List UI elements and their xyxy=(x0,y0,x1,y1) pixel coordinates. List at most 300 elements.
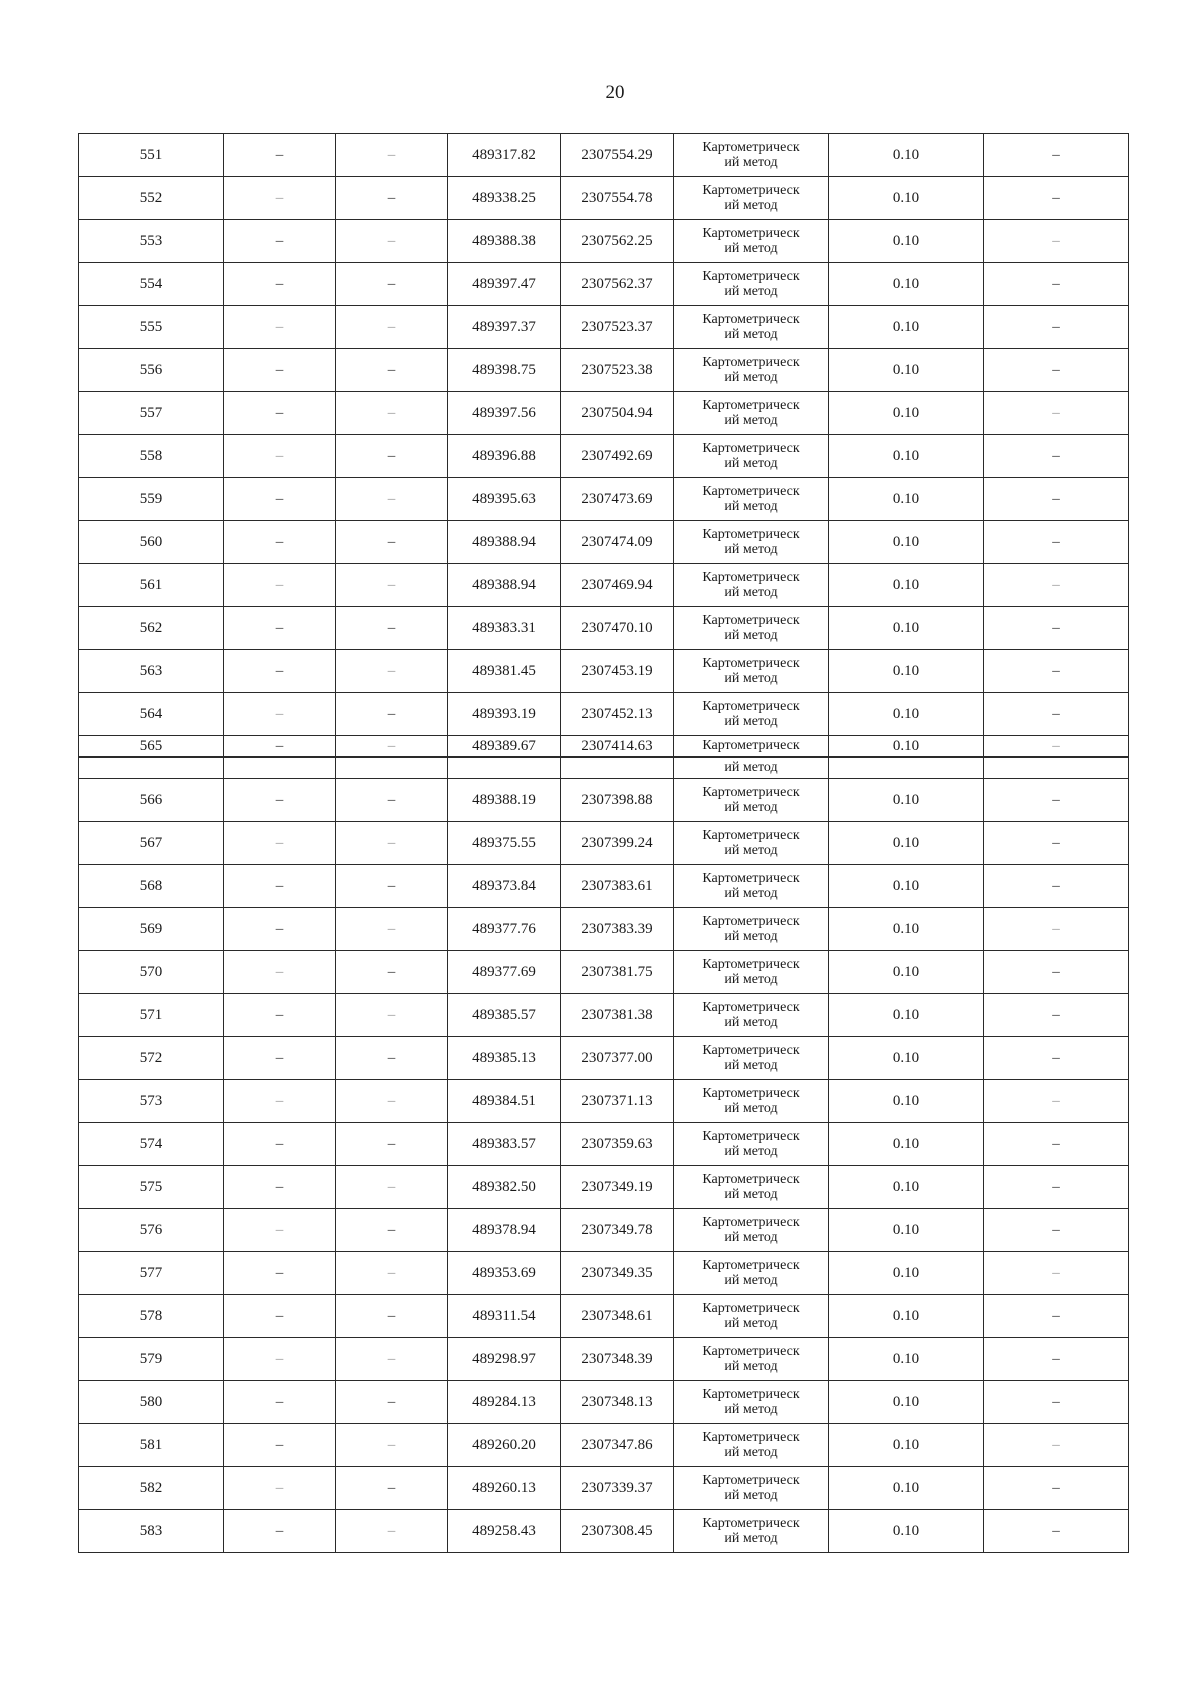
method-line-1: Картометрическ xyxy=(702,1043,800,1058)
method-line-2: ий метод xyxy=(724,327,778,342)
point-number-cell: 557 xyxy=(79,392,224,435)
method-line-2: ий метод xyxy=(724,370,778,385)
empty-cell-2: – xyxy=(336,564,448,607)
coordinate-y-cell: 2307473.69 xyxy=(561,478,674,521)
coordinate-y-cell: 2307504.94 xyxy=(561,392,674,435)
table-row xyxy=(79,1166,1129,1209)
method-line-2: ий метод xyxy=(724,800,778,815)
continuation-empty-cell xyxy=(829,757,984,779)
accuracy-cell: 0.10 xyxy=(829,1510,984,1553)
coordinate-y-cell: 2307523.37 xyxy=(561,306,674,349)
empty-cell-2: – xyxy=(336,263,448,306)
coordinate-y-cell: 2307452.13 xyxy=(561,693,674,736)
coordinate-y-cell: 2307523.38 xyxy=(561,349,674,392)
point-number-cell: 567 xyxy=(79,822,224,865)
table-row xyxy=(79,822,1129,865)
empty-cell-3: – xyxy=(984,220,1129,263)
coordinate-x-cell: 489284.13 xyxy=(448,1381,561,1424)
method-cell xyxy=(674,263,829,306)
empty-cell-3: – xyxy=(984,736,1129,758)
method-line-1: Картометрическ xyxy=(702,1258,800,1273)
empty-cell-3: – xyxy=(984,177,1129,220)
point-number-cell: 565 xyxy=(79,736,224,758)
method-line-1: Картометрическ xyxy=(702,441,800,456)
method-line-1: Картометрическ xyxy=(702,1172,800,1187)
point-number-cell: 575 xyxy=(79,1166,224,1209)
coordinate-x-cell: 489397.56 xyxy=(448,392,561,435)
point-number-cell: 583 xyxy=(79,1510,224,1553)
empty-cell-2: – xyxy=(336,1166,448,1209)
accuracy-cell: 0.10 xyxy=(829,1295,984,1338)
table-row xyxy=(79,1424,1129,1467)
coordinate-x-cell: 489397.37 xyxy=(448,306,561,349)
empty-cell-2: – xyxy=(336,1080,448,1123)
empty-cell-2: – xyxy=(336,736,448,758)
empty-cell-1: – xyxy=(224,693,336,736)
method-cell xyxy=(674,134,829,177)
table-row xyxy=(79,1510,1129,1553)
method-line-2: ий метод xyxy=(724,499,778,514)
coordinate-x-cell: 489383.57 xyxy=(448,1123,561,1166)
coordinate-y-cell: 2307469.94 xyxy=(561,564,674,607)
empty-cell-1: – xyxy=(224,650,336,693)
empty-cell-3: – xyxy=(984,392,1129,435)
accuracy-cell: 0.10 xyxy=(829,1166,984,1209)
accuracy-cell: 0.10 xyxy=(829,736,984,758)
coordinate-x-cell: 489377.69 xyxy=(448,951,561,994)
coordinate-x-cell: 489396.88 xyxy=(448,435,561,478)
coordinate-y-cell: 2307381.75 xyxy=(561,951,674,994)
coordinate-y-cell: 2307562.37 xyxy=(561,263,674,306)
empty-cell-3: – xyxy=(984,1381,1129,1424)
accuracy-cell: 0.10 xyxy=(829,1381,984,1424)
coordinate-y-cell: 2307349.78 xyxy=(561,1209,674,1252)
method-line-1: Картометрическ xyxy=(702,871,800,886)
empty-cell-3: – xyxy=(984,865,1129,908)
method-line-1: Картометрическ xyxy=(702,484,800,499)
table-row xyxy=(79,220,1129,263)
empty-cell-2: – xyxy=(336,1037,448,1080)
point-number-cell: 574 xyxy=(79,1123,224,1166)
method-cell xyxy=(674,994,829,1037)
coordinate-y-cell: 2307562.25 xyxy=(561,220,674,263)
point-number-cell: 563 xyxy=(79,650,224,693)
empty-cell-2: – xyxy=(336,306,448,349)
method-cell xyxy=(674,521,829,564)
method-line-2: ий метод xyxy=(724,456,778,471)
coordinate-y-cell: 2307308.45 xyxy=(561,1510,674,1553)
method-cell xyxy=(674,1037,829,1080)
point-number-cell: 576 xyxy=(79,1209,224,1252)
coordinate-y-cell: 2307554.78 xyxy=(561,177,674,220)
method-line-1: Картометрическ xyxy=(702,785,800,800)
method-cell xyxy=(674,564,829,607)
coordinate-y-cell: 2307383.39 xyxy=(561,908,674,951)
accuracy-cell: 0.10 xyxy=(829,607,984,650)
coordinate-y-cell: 2307348.13 xyxy=(561,1381,674,1424)
method-cell xyxy=(674,1510,829,1553)
point-number-cell: 577 xyxy=(79,1252,224,1295)
method-cell xyxy=(674,822,829,865)
point-number-cell: 551 xyxy=(79,134,224,177)
method-cell xyxy=(674,1424,829,1467)
table-row xyxy=(79,349,1129,392)
method-line-1: Картометрическ xyxy=(702,527,800,542)
method-cell xyxy=(674,693,829,736)
coordinate-y-cell: 2307371.13 xyxy=(561,1080,674,1123)
accuracy-cell: 0.10 xyxy=(829,306,984,349)
continuation-empty-cell xyxy=(336,757,448,779)
method-line-2: ий метод xyxy=(724,1101,778,1116)
coordinate-x-cell: 489317.82 xyxy=(448,134,561,177)
empty-cell-1: – xyxy=(224,134,336,177)
empty-cell-3: – xyxy=(984,1080,1129,1123)
coordinate-x-cell: 489311.54 xyxy=(448,1295,561,1338)
method-line-1: Картометрическ xyxy=(702,312,800,327)
table-row xyxy=(79,521,1129,564)
coordinate-x-cell: 489377.76 xyxy=(448,908,561,951)
method-line-1: Картометрическ xyxy=(702,828,800,843)
table-row xyxy=(79,779,1129,822)
accuracy-cell: 0.10 xyxy=(829,693,984,736)
empty-cell-1: – xyxy=(224,1381,336,1424)
coordinate-x-cell: 489395.63 xyxy=(448,478,561,521)
table-row xyxy=(79,650,1129,693)
point-number-cell: 572 xyxy=(79,1037,224,1080)
continuation-empty-cell xyxy=(561,757,674,779)
empty-cell-1: – xyxy=(224,1080,336,1123)
method-cell xyxy=(674,779,829,822)
accuracy-cell: 0.10 xyxy=(829,349,984,392)
method-cell xyxy=(674,865,829,908)
method-line-1: Картометрическ xyxy=(702,140,800,155)
method-line-1: Картометрическ xyxy=(702,1000,800,1015)
empty-cell-3: – xyxy=(984,521,1129,564)
table-row xyxy=(79,994,1129,1037)
table-row xyxy=(79,693,1129,736)
empty-cell-1: – xyxy=(224,994,336,1037)
method-line-2: ий метод xyxy=(724,1230,778,1245)
coordinate-y-cell: 2307492.69 xyxy=(561,435,674,478)
method-cell xyxy=(674,1295,829,1338)
empty-cell-3: – xyxy=(984,1166,1129,1209)
coordinate-y-cell: 2307399.24 xyxy=(561,822,674,865)
method-line-1: Картометрическ xyxy=(702,738,800,753)
empty-cell-2: – xyxy=(336,1424,448,1467)
coordinate-y-cell: 2307470.10 xyxy=(561,607,674,650)
table-row xyxy=(79,392,1129,435)
coordinate-x-cell: 489260.20 xyxy=(448,1424,561,1467)
coordinate-x-cell: 489389.67 xyxy=(448,736,561,758)
method-line-1: Картометрическ xyxy=(702,1129,800,1144)
table-row xyxy=(79,1080,1129,1123)
method-line-1: Картометрическ xyxy=(702,613,800,628)
empty-cell-2: – xyxy=(336,1381,448,1424)
method-line-2: ий метод xyxy=(674,757,829,779)
method-cell xyxy=(674,1123,829,1166)
point-number-cell: 582 xyxy=(79,1467,224,1510)
empty-cell-3: – xyxy=(984,1037,1129,1080)
method-line-2: ий метод xyxy=(724,714,778,729)
accuracy-cell: 0.10 xyxy=(829,908,984,951)
accuracy-cell: 0.10 xyxy=(829,1037,984,1080)
empty-cell-3: – xyxy=(984,1467,1129,1510)
empty-cell-1: – xyxy=(224,822,336,865)
continuation-empty-cell xyxy=(224,757,336,779)
empty-cell-1: – xyxy=(224,521,336,564)
empty-cell-3: – xyxy=(984,1424,1129,1467)
method-cell xyxy=(674,478,829,521)
coordinate-x-cell: 489388.94 xyxy=(448,564,561,607)
coordinate-x-cell: 489381.45 xyxy=(448,650,561,693)
accuracy-cell: 0.10 xyxy=(829,1209,984,1252)
table-row xyxy=(79,1338,1129,1381)
empty-cell-1: – xyxy=(224,1252,336,1295)
method-line-2: ий метод xyxy=(724,1316,778,1331)
point-number-cell: 568 xyxy=(79,865,224,908)
coordinate-y-cell: 2307474.09 xyxy=(561,521,674,564)
method-line-1: Картометрическ xyxy=(702,226,800,241)
method-line-2: ий метод xyxy=(724,1273,778,1288)
method-line-1: Картометрическ xyxy=(702,1086,800,1101)
table-row xyxy=(79,1467,1129,1510)
coordinate-x-cell: 489383.31 xyxy=(448,607,561,650)
accuracy-cell: 0.10 xyxy=(829,392,984,435)
table-row xyxy=(79,564,1129,607)
coordinate-x-cell: 489388.94 xyxy=(448,521,561,564)
empty-cell-3: – xyxy=(984,693,1129,736)
empty-cell-2: – xyxy=(336,1123,448,1166)
empty-cell-1: – xyxy=(224,736,336,758)
method-line-2: ий метод xyxy=(724,155,778,170)
coordinate-y-cell: 2307348.61 xyxy=(561,1295,674,1338)
method-line-1: Картометрическ xyxy=(702,398,800,413)
empty-cell-1: – xyxy=(224,1037,336,1080)
method-line-2: ий метод xyxy=(724,1445,778,1460)
empty-cell-2: – xyxy=(336,951,448,994)
table-body xyxy=(79,134,1129,1553)
table-row xyxy=(79,607,1129,650)
method-line-2: ий метод xyxy=(724,241,778,256)
accuracy-cell: 0.10 xyxy=(829,994,984,1037)
method-line-2: ий метод xyxy=(724,929,778,944)
method-line-2: ий метод xyxy=(724,1359,778,1374)
empty-cell-2: – xyxy=(336,607,448,650)
method-line-1: Картометрическ xyxy=(702,1387,800,1402)
coordinate-x-cell: 489373.84 xyxy=(448,865,561,908)
point-number-cell: 580 xyxy=(79,1381,224,1424)
method-line-2: ий метод xyxy=(724,1531,778,1546)
empty-cell-2: – xyxy=(336,1338,448,1381)
point-number-cell: 578 xyxy=(79,1295,224,1338)
table-row xyxy=(79,1037,1129,1080)
empty-cell-1: – xyxy=(224,349,336,392)
coordinate-x-cell: 489388.19 xyxy=(448,779,561,822)
method-line-2: ий метод xyxy=(724,628,778,643)
accuracy-cell: 0.10 xyxy=(829,1080,984,1123)
page-number: 20 xyxy=(605,82,625,103)
coordinate-y-cell: 2307349.19 xyxy=(561,1166,674,1209)
coordinate-x-cell: 489338.25 xyxy=(448,177,561,220)
empty-cell-3: – xyxy=(984,478,1129,521)
coordinate-y-cell: 2307381.38 xyxy=(561,994,674,1037)
point-number-cell: 560 xyxy=(79,521,224,564)
empty-cell-1: – xyxy=(224,607,336,650)
table-row xyxy=(79,951,1129,994)
accuracy-cell: 0.10 xyxy=(829,1467,984,1510)
empty-cell-1: – xyxy=(224,564,336,607)
method-line-1: Картометрическ xyxy=(702,570,800,585)
empty-cell-3: – xyxy=(984,263,1129,306)
accuracy-cell: 0.10 xyxy=(829,822,984,865)
method-line-1: Картометрическ xyxy=(702,1344,800,1359)
empty-cell-1: – xyxy=(224,1338,336,1381)
coordinate-x-cell: 489397.47 xyxy=(448,263,561,306)
empty-cell-2: – xyxy=(336,1252,448,1295)
method-line-1: Картометрическ xyxy=(702,269,800,284)
coordinate-x-cell: 489385.57 xyxy=(448,994,561,1037)
coordinate-x-cell: 489258.43 xyxy=(448,1510,561,1553)
empty-cell-1: – xyxy=(224,1424,336,1467)
table-row xyxy=(79,736,1129,758)
coordinate-x-cell: 489384.51 xyxy=(448,1080,561,1123)
continuation-empty-cell xyxy=(79,757,224,779)
method-line-1: Картометрическ xyxy=(702,914,800,929)
method-cell xyxy=(674,908,829,951)
accuracy-cell: 0.10 xyxy=(829,1252,984,1295)
empty-cell-2: – xyxy=(336,1467,448,1510)
method-line-1: Картометрическ xyxy=(702,699,800,714)
coordinate-x-cell: 489385.13 xyxy=(448,1037,561,1080)
empty-cell-1: – xyxy=(224,908,336,951)
empty-cell-1: – xyxy=(224,306,336,349)
method-cell xyxy=(674,177,829,220)
empty-cell-3: – xyxy=(984,1295,1129,1338)
method-line-2: ий метод xyxy=(724,886,778,901)
coordinate-x-cell: 489398.75 xyxy=(448,349,561,392)
point-number-cell: 562 xyxy=(79,607,224,650)
coordinate-x-cell: 489393.19 xyxy=(448,693,561,736)
empty-cell-2: – xyxy=(336,994,448,1037)
method-line-2: ий метод xyxy=(724,1187,778,1202)
empty-cell-3: – xyxy=(984,779,1129,822)
point-number-cell: 558 xyxy=(79,435,224,478)
table-row xyxy=(79,1381,1129,1424)
empty-cell-2: – xyxy=(336,693,448,736)
accuracy-cell: 0.10 xyxy=(829,134,984,177)
method-line-2: ий метод xyxy=(724,1488,778,1503)
method-line-2: ий метод xyxy=(724,843,778,858)
empty-cell-1: – xyxy=(224,392,336,435)
method-cell xyxy=(674,1252,829,1295)
empty-cell-2: – xyxy=(336,349,448,392)
point-number-cell: 573 xyxy=(79,1080,224,1123)
coordinate-y-cell: 2307359.63 xyxy=(561,1123,674,1166)
empty-cell-3: – xyxy=(984,994,1129,1037)
empty-cell-1: – xyxy=(224,1510,336,1553)
coordinate-x-cell: 489353.69 xyxy=(448,1252,561,1295)
point-number-cell: 571 xyxy=(79,994,224,1037)
empty-cell-3: – xyxy=(984,822,1129,865)
method-cell xyxy=(674,951,829,994)
method-line-2: ий метод xyxy=(724,413,778,428)
table-row xyxy=(79,908,1129,951)
accuracy-cell: 0.10 xyxy=(829,177,984,220)
empty-cell-2: – xyxy=(336,650,448,693)
coordinate-y-cell: 2307377.00 xyxy=(561,1037,674,1080)
empty-cell-1: – xyxy=(224,478,336,521)
empty-cell-2: – xyxy=(336,779,448,822)
empty-cell-1: – xyxy=(224,779,336,822)
point-number-cell: 566 xyxy=(79,779,224,822)
empty-cell-3: – xyxy=(984,435,1129,478)
coordinate-x-cell: 489388.38 xyxy=(448,220,561,263)
point-number-cell: 564 xyxy=(79,693,224,736)
point-number-cell: 570 xyxy=(79,951,224,994)
method-line-1: Картометрическ xyxy=(702,957,800,972)
empty-cell-2: – xyxy=(336,865,448,908)
table-row xyxy=(79,1123,1129,1166)
method-line-2: ий метод xyxy=(724,284,778,299)
table-row xyxy=(79,1295,1129,1338)
coordinate-y-cell: 2307339.37 xyxy=(561,1467,674,1510)
coordinate-y-cell: 2307554.29 xyxy=(561,134,674,177)
accuracy-cell: 0.10 xyxy=(829,521,984,564)
point-number-cell: 569 xyxy=(79,908,224,951)
coordinate-x-cell: 489260.13 xyxy=(448,1467,561,1510)
empty-cell-3: – xyxy=(984,1252,1129,1295)
method-cell xyxy=(674,306,829,349)
accuracy-cell: 0.10 xyxy=(829,865,984,908)
method-line-1: Картометрическ xyxy=(702,355,800,370)
coordinate-y-cell: 2307349.35 xyxy=(561,1252,674,1295)
accuracy-cell: 0.10 xyxy=(829,779,984,822)
method-cell xyxy=(674,607,829,650)
empty-cell-3: – xyxy=(984,1338,1129,1381)
method-line-1: Картометрическ xyxy=(702,1215,800,1230)
method-line-2: ий метод xyxy=(724,585,778,600)
method-line-2: ий метод xyxy=(724,1144,778,1159)
empty-cell-1: – xyxy=(224,1467,336,1510)
method-line-1: Картометрическ xyxy=(702,1430,800,1445)
empty-cell-1: – xyxy=(224,263,336,306)
coordinate-x-cell: 489378.94 xyxy=(448,1209,561,1252)
accuracy-cell: 0.10 xyxy=(829,220,984,263)
point-number-cell: 554 xyxy=(79,263,224,306)
method-cell xyxy=(674,1467,829,1510)
empty-cell-1: – xyxy=(224,177,336,220)
method-line-1: Картометрическ xyxy=(702,1473,800,1488)
coordinate-x-cell: 489298.97 xyxy=(448,1338,561,1381)
method-cell xyxy=(674,392,829,435)
empty-cell-2: – xyxy=(336,220,448,263)
method-line-2: ий метод xyxy=(724,972,778,987)
empty-cell-1: – xyxy=(224,1209,336,1252)
method-cell xyxy=(674,435,829,478)
method-line-1: Картометрическ xyxy=(702,1516,800,1531)
empty-cell-2: – xyxy=(336,134,448,177)
method-line-2: ий метод xyxy=(724,1402,778,1417)
method-line-2: ий метод xyxy=(724,542,778,557)
method-line-1: Картометрическ xyxy=(702,1301,800,1316)
point-number-cell: 579 xyxy=(79,1338,224,1381)
method-cell xyxy=(674,1166,829,1209)
empty-cell-1: – xyxy=(224,865,336,908)
continuation-empty-cell xyxy=(984,757,1129,779)
empty-cell-1: – xyxy=(224,220,336,263)
method-line-2: ий метод xyxy=(724,1058,778,1073)
point-number-cell: 559 xyxy=(79,478,224,521)
